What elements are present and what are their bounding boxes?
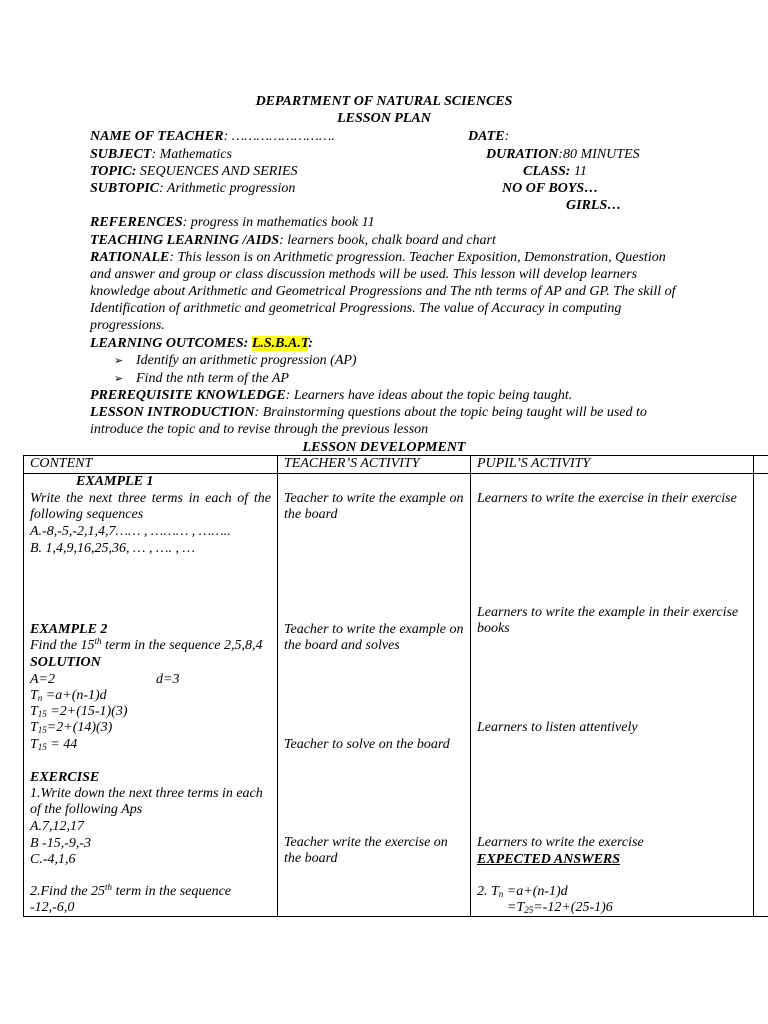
aids-line [90, 232, 496, 249]
teacher-value: : ……………………. [223, 129, 335, 144]
pupil-activity-2: Learners to write the example in their exercise books [477, 604, 739, 636]
subtopic-field [90, 180, 295, 197]
example1-a: A.-8,-5,-2,1,4,7…… , ……… , …….. [30, 523, 231, 539]
department-title: DEPARTMENT OF NATURAL SCIENCES [255, 94, 513, 109]
teacher-field [90, 128, 335, 145]
topic-label: TOPIC: [90, 164, 137, 179]
references-line [90, 214, 375, 231]
exercise-q2 [30, 881, 271, 901]
tn-sub: n [37, 692, 43, 703]
introduction-label: LESSON INTRODUCTION [90, 405, 255, 420]
header-teacher: TEACHER’S ACTIVITY [278, 456, 471, 474]
solution-t15-a [30, 704, 271, 721]
example2-text [30, 635, 271, 655]
class-label: CLASS: [523, 164, 571, 179]
header-empty [754, 456, 768, 474]
boys-label: NO OF BOYS… [502, 181, 599, 196]
date-field [468, 128, 509, 145]
pupil-activity-3: Learners to listen attentively [477, 719, 638, 735]
aids-value: : learners book, chalk board and chart [279, 233, 496, 248]
t15b-main: T [30, 719, 38, 735]
lesson-plan-title: LESSON PLAN [337, 111, 431, 126]
expected-answers-title: EXPECTED ANSWERS [477, 851, 621, 867]
subtopic-label: SUBTOPIC [90, 181, 159, 196]
t15b-sub: 15 [37, 724, 47, 735]
solution-title: SOLUTION [30, 654, 101, 670]
header-pupil: PUPIL’S ACTIVITY [471, 456, 754, 474]
outcome-text: Identify an arithmetic progression (AP) [136, 353, 357, 368]
prerequisite-value: : Learners have ideas about the topic being taught. [285, 388, 573, 403]
aids-label: TEACHING LEARNING /AIDS [90, 233, 280, 248]
solution-tn [30, 688, 271, 705]
rationale-value: : This lesson is on Arithmetic progression. Teacher Exposition, Demonstration, Question and answer and group or class discussion methods will be used. This lesson will develop learners knowledge about Arithmetic and Geometrical Progressions and The nth terms of AP and GP. The skill of Identification of arithmetic and geometrical Progressions. The value of Accuracy in computing progressions. [90, 250, 676, 333]
subject-field [90, 146, 232, 163]
outcomes-colon: : [308, 336, 314, 351]
pupil-answer-line-1 [477, 884, 747, 901]
teacher-activity-2: Teacher to write the example on the board and solves [284, 621, 464, 653]
class-value: 11 [570, 164, 587, 179]
pupil-cell [471, 473, 754, 916]
example2-text-pre: Find the 15 [30, 637, 95, 653]
duration-field [486, 146, 640, 163]
introduction-paragraph [90, 404, 665, 438]
subject-label: SUBJECT [90, 147, 152, 162]
list-item [114, 370, 289, 388]
answer2-post: =-12+(25-1)6 [533, 899, 613, 915]
arrow-bullet-icon: ➢ [114, 373, 124, 385]
example1-text: Write the next three terms in each of the following sequences [30, 490, 271, 522]
teacher-label: NAME OF TEACHER [90, 129, 224, 144]
teacher-activity-3: Teacher to solve on the board [284, 736, 450, 752]
subtopic-value: : Arithmetic progression [158, 181, 296, 196]
answer2-pre: =T [507, 899, 525, 915]
t15c-sub: 15 [37, 741, 47, 752]
exercise-title: EXERCISE [30, 769, 100, 785]
answer1-pre: 2. T [477, 883, 499, 899]
rationale-paragraph [90, 249, 678, 334]
exercise-q2-sup: th [105, 881, 113, 892]
t15a-main: T [30, 703, 38, 719]
solution-t15-b [30, 720, 271, 737]
introduction-value: : Brainstorming questions about the topic being taught will be used to introduce the topic and to revise through the previous lesson [90, 405, 647, 437]
solution-t15-c [30, 737, 271, 754]
example2-text-post: term in the sequence 2,5,8,4 [101, 637, 263, 653]
date-label: DATE [468, 129, 505, 144]
content-cell [24, 473, 278, 916]
girls-label: GIRLS… [566, 198, 622, 213]
t15c-main: T [30, 736, 38, 752]
pupil-activity-1: Learners to write the exercise in their exercise [477, 490, 737, 506]
exercise-b: B -15,-9,-3 [30, 835, 92, 851]
table-row [24, 473, 768, 916]
t15c-rest: = 44 [46, 736, 78, 752]
prerequisite-line [90, 387, 572, 404]
t15a-sub: 15 [37, 708, 47, 719]
list-item [114, 352, 357, 370]
exercise-q2-pre: 2.Find the 25 [30, 883, 106, 899]
outcomes-heading [90, 335, 313, 352]
outcome-text: Find the nth term of the AP [136, 371, 289, 386]
outcomes-label: LEARNING OUTCOMES: [90, 336, 249, 351]
topic-value: SEQUENCES AND SERIES [136, 164, 298, 179]
extra-empty-cell [754, 473, 768, 916]
teacher-activity-1: Teacher to write the example on the board [284, 490, 464, 522]
subject-value: : Mathematics [151, 147, 232, 162]
solution-a: A=2 [30, 671, 55, 687]
header-content: CONTENT [24, 456, 278, 474]
exercise-q2-seq: -12,-6,0 [30, 899, 75, 915]
lsbat-highlight: L.S.B.A.T [251, 336, 309, 351]
date-value: : [504, 129, 510, 144]
exercise-q2-post: term in the sequence [112, 883, 232, 899]
duration-value: :80 MINUTES [558, 147, 640, 162]
exercise-a: A.7,12,17 [30, 818, 85, 834]
solution-d: d=3 [156, 671, 180, 687]
answer1-post: =a+(n-1)d [503, 883, 568, 899]
tn-rest: =a+(n-1)d [42, 687, 107, 703]
references-label: REFERENCES [90, 215, 183, 230]
t15b-rest: =2+(14)(3) [46, 719, 113, 735]
rationale-label: RATIONALE [90, 250, 170, 265]
prerequisite-label: PREREQUISITE KNOWLEDGE [90, 388, 286, 403]
table-header-row [24, 456, 768, 474]
example1-title: EXAMPLE 1 [76, 473, 154, 489]
duration-label: DURATION [486, 147, 559, 162]
topic-field [90, 163, 298, 180]
answer2-sub: 25 [524, 904, 534, 915]
pupil-answer-line-2 [507, 900, 747, 917]
class-field [523, 163, 587, 180]
example1-b: B. 1,4,9,16,25,36, … , …. , … [30, 540, 195, 556]
exercise-c: C.-4,1,6 [30, 851, 76, 867]
exercise-q1: 1.Write down the next three terms in each of the following Aps [30, 785, 263, 817]
teacher-activity-4: Teacher write the exercise on the board [284, 834, 448, 866]
lesson-table [23, 455, 768, 917]
teacher-cell [278, 473, 471, 916]
references-value: : progress in mathematics book 11 [182, 215, 375, 230]
example2-title: EXAMPLE 2 [30, 621, 108, 637]
arrow-bullet-icon: ➢ [114, 355, 124, 367]
lesson-development-title: LESSON DEVELOPMENT [302, 440, 466, 455]
tn-main: T [30, 687, 38, 703]
answer1-sub: n [498, 888, 504, 899]
t15a-rest: =2+(15-1)(3) [46, 703, 128, 719]
pupil-activity-4: Learners to write the exercise [477, 834, 644, 850]
example2-text-sup: th [94, 635, 102, 646]
